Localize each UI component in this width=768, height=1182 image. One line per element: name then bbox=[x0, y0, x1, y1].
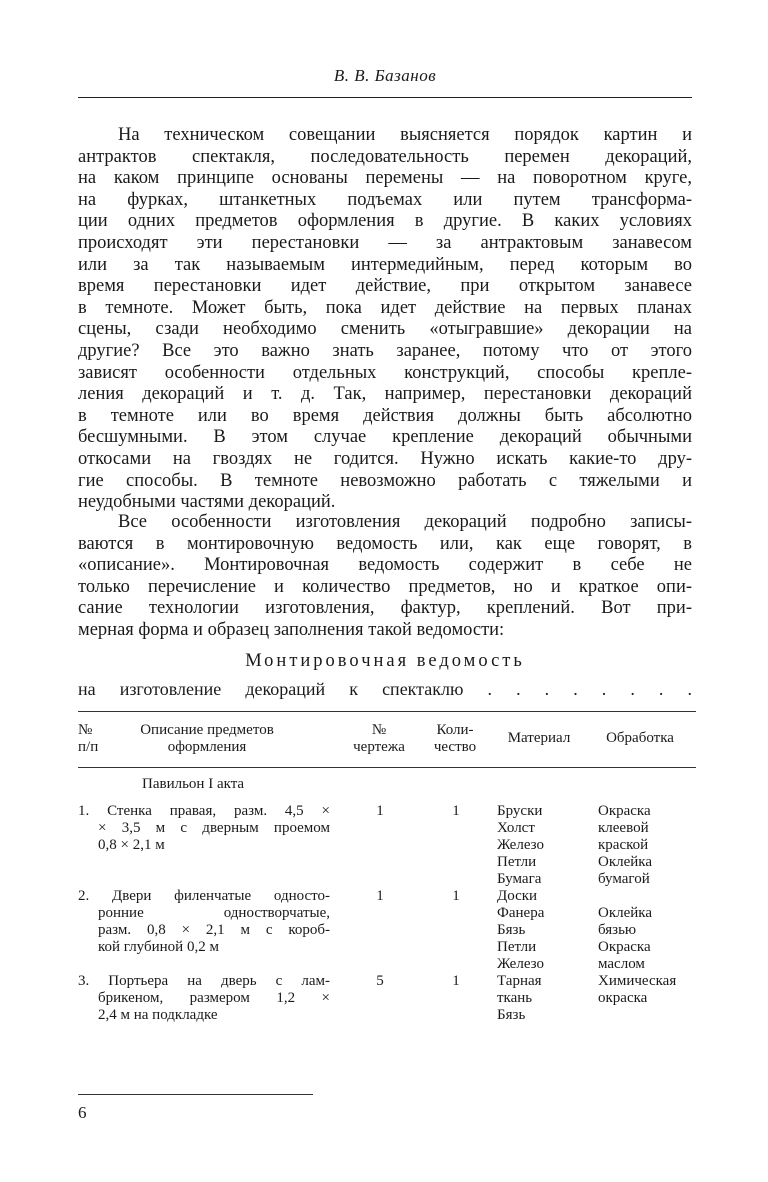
table-body bbox=[78, 776, 696, 1024]
processing bbox=[598, 973, 676, 1007]
materials bbox=[497, 803, 544, 888]
header-num-line: № bbox=[78, 722, 93, 738]
header-rule bbox=[78, 97, 692, 98]
text-line: только перечисление и количество предметов, но и краткое опи- bbox=[78, 576, 692, 597]
header-quantity bbox=[424, 722, 486, 756]
processing-item: краской bbox=[598, 837, 649, 853]
material-item: Бязь bbox=[497, 1007, 526, 1023]
processing-item: клеевой bbox=[598, 820, 649, 836]
description-line: × 3,5 м с дверным проемом bbox=[98, 820, 330, 836]
header-drawing bbox=[336, 722, 422, 756]
description-line: 1. Стенка правая, разм. 4,5 × bbox=[78, 803, 330, 819]
table-top-rule bbox=[78, 711, 696, 712]
text-line: На техническом совещании выясняется порядок картин и bbox=[118, 125, 692, 145]
text-line: гие способы. В темноте невозможно работать с тяжелыми и bbox=[78, 470, 692, 491]
material-item: Фанера bbox=[497, 905, 545, 921]
processing-item: Оклейка bbox=[598, 854, 653, 870]
table-subtitle: на изготовление декораций к спектаклю . . . . . . . . bbox=[78, 679, 692, 699]
materials bbox=[497, 888, 544, 973]
description-line: 3. Портьера на дверь с лам- bbox=[78, 973, 330, 989]
processing bbox=[598, 803, 652, 888]
text-line: «описание». Монтировочная ведомость содержит в себе не bbox=[78, 555, 692, 576]
material-item: ткань bbox=[497, 990, 533, 1006]
table-row bbox=[78, 803, 696, 888]
header-description-line: Описание предметов bbox=[140, 722, 274, 738]
quantity: 1 bbox=[452, 803, 460, 819]
header-quantity-line: Коли- bbox=[436, 722, 474, 738]
material-item: Бумага bbox=[497, 871, 542, 887]
material-item: Доски bbox=[497, 888, 538, 904]
material-item: Бязь bbox=[497, 922, 526, 938]
text-line: ции одних предметов оформления в другие. В каких условиях bbox=[78, 211, 692, 232]
processing-item: бумагой bbox=[598, 871, 650, 887]
header-description-line: оформления bbox=[167, 739, 247, 755]
text-line: ления декораций и т. д. Так, например, перестановки декораций bbox=[78, 384, 692, 405]
header-quantity-line: чество bbox=[433, 739, 477, 755]
text-line: неудобными частями декораций. bbox=[78, 492, 336, 513]
text-line: зависят особенности отдельных конструкций, способы крепле- bbox=[78, 362, 692, 383]
processing-item bbox=[598, 888, 652, 905]
header-drawing-line: № bbox=[371, 722, 387, 738]
processing-item: окраска bbox=[598, 990, 648, 1006]
description-line: 2. Двери филенчатые односто- bbox=[78, 888, 330, 904]
text-line: Все особенности изготовления декораций подробно записы- bbox=[118, 512, 692, 532]
text-line: на каком принципе основаны перемены — на поворотном круге, bbox=[78, 168, 692, 189]
text-line: в темноте. Может быть, пока идет действие на первых планах bbox=[78, 297, 692, 318]
drawing-number: 5 bbox=[376, 973, 384, 989]
description-line: кой глубиной 0,2 м bbox=[98, 939, 219, 955]
footnote-rule bbox=[78, 1094, 313, 1095]
processing bbox=[598, 888, 652, 973]
header-num bbox=[78, 722, 104, 756]
item-description bbox=[78, 803, 330, 854]
text-line: откосами на гвоздях не годится. Нужно искать какие-то дру- bbox=[78, 448, 692, 469]
section-heading: Павильон I акта bbox=[142, 776, 245, 792]
text-line: в темноте или во время действия должны быть абсолютно bbox=[78, 405, 692, 426]
text-line: бесшумными. В этом случае крепление декораций обычными bbox=[78, 427, 692, 448]
description-line: 2,4 м на подкладке bbox=[98, 1007, 218, 1023]
running-head: В. В. Базанов bbox=[333, 66, 437, 85]
quantity: 1 bbox=[452, 888, 460, 904]
drawing-number: 1 bbox=[376, 803, 384, 819]
drawing-number: 1 bbox=[376, 888, 384, 904]
text-line: сание технологии изготовления, фактур, креплений. Вот при- bbox=[78, 598, 692, 619]
text-line: на фурках, штанкетных подъемах или путем трансформа- bbox=[78, 189, 692, 210]
text-line: время перестановки идет действие, при открытом занавесе bbox=[78, 276, 692, 297]
header-drawing-line: чертежа bbox=[353, 739, 405, 755]
text-line: ваются в монтировочную ведомость или, как еще говорят, в bbox=[78, 533, 692, 554]
processing-item: маслом bbox=[598, 956, 645, 972]
item-description bbox=[78, 973, 330, 1024]
description-line: брикеном, размером 1,2 × bbox=[98, 990, 330, 1006]
text-line: сцены, сзади необходимо сменить «отыгравшие» декорации на bbox=[78, 319, 692, 340]
header-num-line: п/п bbox=[78, 739, 99, 755]
processing-item: Окраска bbox=[598, 803, 651, 819]
materials bbox=[497, 973, 542, 1024]
quantity: 1 bbox=[452, 973, 460, 989]
table-header-rule bbox=[78, 767, 696, 768]
item-description bbox=[78, 888, 330, 956]
text-line: происходят эти перестановки — за антрактовым занавесом bbox=[78, 232, 692, 253]
paragraph-2 bbox=[78, 512, 692, 642]
material-item: Железо bbox=[497, 837, 544, 853]
material-item: Петли bbox=[497, 939, 537, 955]
material-item: Бруски bbox=[497, 803, 543, 819]
header-processing: Обработка bbox=[606, 730, 674, 746]
text-line: мерная форма и образец заполнения такой ведомости: bbox=[78, 619, 505, 640]
material-item: Холст bbox=[497, 820, 535, 836]
processing-item: Окраска bbox=[598, 939, 651, 955]
description-line: разм. 0,8 × 2,1 м с короб- bbox=[98, 922, 330, 938]
material-item: Петли bbox=[497, 854, 537, 870]
description-line: 0,8 × 2,1 м bbox=[98, 837, 165, 853]
material-item: Тарная bbox=[497, 973, 542, 989]
processing-item: бязью bbox=[598, 922, 637, 938]
table-row bbox=[78, 973, 696, 1024]
text-line: антрактов спектакля, последовательность перемен декораций, bbox=[78, 146, 692, 167]
description-line: ронние одностворчатые, bbox=[98, 905, 330, 921]
text-line: или за так называемым интермедийным, перед которым во bbox=[78, 254, 692, 275]
paragraph-1 bbox=[78, 125, 692, 514]
table-title: Монтировочная ведомость bbox=[245, 651, 525, 671]
processing-item: Химическая bbox=[598, 973, 677, 989]
header-description bbox=[122, 722, 292, 756]
text-line: другие? Все это важно знать заранее, потому что от этого bbox=[78, 340, 692, 361]
header-material: Материал bbox=[507, 730, 571, 746]
table-row bbox=[78, 888, 696, 973]
material-item: Железо bbox=[497, 956, 544, 972]
page-number: 6 bbox=[78, 1103, 87, 1122]
processing-item: Оклейка bbox=[598, 905, 653, 921]
